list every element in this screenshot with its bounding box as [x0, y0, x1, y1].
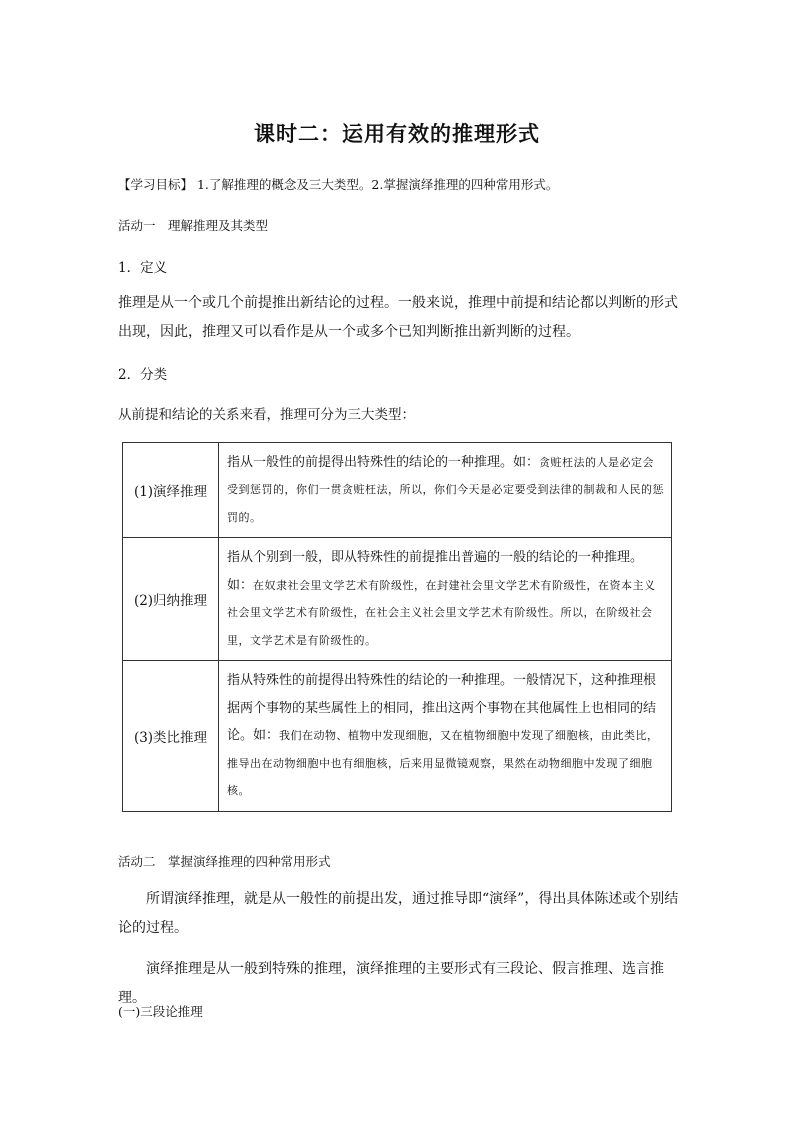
type-example: 我们在动物、植物中发现细胞，又在植物细胞中发现了细胞核，由此类比，推导出在动物细胞中也有细胞核，后来用显微镜观察，果然在动物细胞中发现了细胞核。 — [227, 729, 659, 798]
syllogism-heading: (一)三段论推理 — [118, 1004, 203, 1019]
type-description — [219, 443, 672, 538]
learning-objectives: 【学习目标】 1.了解推理的概念及三大类型。2.掌握演绎推理的四种常用形式。 — [118, 177, 559, 192]
type-definition: 指从特殊性的前提得出特殊性的结论的一种推理。一般情况下，这种推理根据两个事物的某些属性上的相同，推出这两个事物在其他属性上也相同的结论。如： — [227, 673, 657, 744]
table-row — [123, 661, 672, 812]
deduction-definition: 所谓演绎推理，就是从一般性的前提出发，通过推导即“演绎”，得出具体陈述或个别结论的过程。 — [118, 891, 679, 936]
page-title: 课时二：运用有效的推理形式 — [254, 121, 540, 146]
type-example: 在奴隶社会里文学艺术有阶级性，在封建社会里文学艺术有阶级性，在资本主义社会里文学艺术有阶级性，在社会主义社会里文学艺术有阶级性。所以，在阶级社会里，文学艺术是有阶级性的。 — [227, 578, 656, 647]
type-label: (2)归纳推理 — [123, 538, 219, 661]
type-definition: 指从个别到一般，即从特殊性的前提推出普遍的一般的结论的一种推理。如： — [227, 550, 644, 593]
type-description — [219, 538, 672, 661]
reasoning-types-table — [122, 442, 672, 812]
deduction-forms: 演绎推理是从一般到特殊的推理，演绎推理的主要形式有三段论、假言推理、选言推理。 — [118, 961, 664, 1006]
type-definition: 指从一般性的前提得出特殊性的结论的一种推理。如： — [227, 454, 540, 470]
type-label: (1)演绎推理 — [123, 443, 219, 538]
table-row — [123, 443, 672, 538]
classification-intro: 从前提和结论的关系来看，推理可分为三大类型： — [118, 407, 415, 423]
definition-text: 推理是从一个或几个前提推出新结论的过程。一般来说，推理中前提和结论都以判断的形式出现，因此，推理又可以看作是从一个或多个已知判断推出新判断的过程。 — [118, 295, 678, 340]
classification-heading: 2．分类 — [118, 367, 168, 383]
type-example: 贪赃枉法的人是必定会受到惩罚的，你们一贯贪赃枉法，所以，你们今天是必定要受到法律的制裁和人民的惩罚的。 — [227, 455, 664, 524]
table-row — [123, 538, 672, 661]
type-description — [219, 661, 672, 812]
activity1-heading: 活动一 理解推理及其类型 — [118, 218, 269, 233]
type-label: (3)类比推理 — [123, 661, 219, 812]
definition-heading: 1．定义 — [118, 260, 168, 276]
activity2-heading: 活动二 掌握演绎推理的四种常用形式 — [118, 854, 331, 869]
